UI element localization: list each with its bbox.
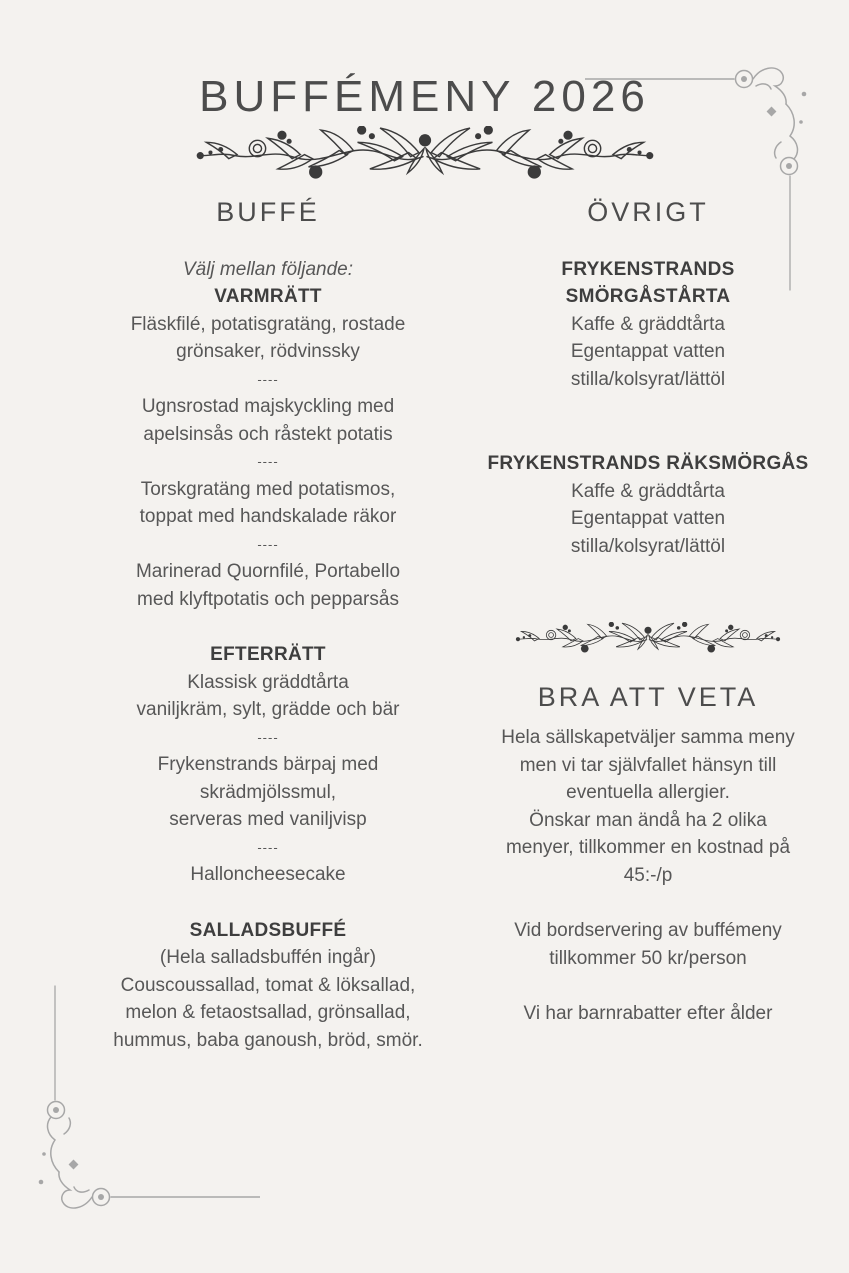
dish-line: (Hela salladsbuffén ingår) [159, 947, 377, 969]
info-line: Hela sällskapetväljer samma meny [501, 727, 795, 749]
menu-line: Egentappat vatten [570, 341, 726, 363]
info-line: tillkommer 50 kr/person [549, 947, 747, 969]
dish-line: Klassisk gräddtårta [187, 671, 349, 693]
dish-line: Fläskfilé, potatisgratäng, rostade [130, 313, 406, 335]
info-line: Önskar man ändå ha 2 olika [529, 809, 767, 831]
info-line: eventuella allergier. [566, 782, 730, 804]
dish-line: Ugnsrostad majskyckling med [141, 396, 395, 418]
info-line: menyer, tillkommer en kostnad på [505, 837, 791, 859]
ovrigt-column [460, 199, 836, 1054]
section-title-raksmorgas: FRYKENSTRANDS RÄKSMÖRGÅS [487, 453, 809, 475]
buffet-column [82, 199, 454, 1054]
dish-separator: ---- [257, 536, 279, 552]
dish-line: apelsinsås och råstekt potatis [143, 423, 393, 445]
info-line: Vi har barnrabatter efter ålder [523, 1003, 773, 1025]
section-title-salladsbuffe: SALLADSBUFFÉ [189, 919, 347, 941]
section-title-smorgastarta: SMÖRGÅSTÅRTA [565, 286, 731, 308]
dish-separator: ---- [257, 839, 279, 855]
dish-line: med klyftpotatis och pepparsås [137, 588, 399, 610]
dish-line: Frykenstrands bärpaj med [157, 754, 379, 776]
page-title: BUFFÉMENY 2026 [199, 72, 650, 121]
dish-line: serveras med vaniljvisp [169, 809, 367, 831]
info-line: 45:-/p [623, 864, 673, 886]
section-title-varmratt: VARMRÄTT [214, 286, 322, 308]
dish-line: melon & fetaostsallad, grönsallad, [125, 1002, 411, 1024]
info-paragraph [460, 724, 836, 889]
menu-columns [0, 199, 849, 1054]
dish-separator: ---- [257, 371, 279, 387]
menu-line: stilla/kolsyrat/lättöl [570, 368, 726, 390]
dish-separator: ---- [257, 729, 279, 745]
dish-line: toppat med handskalade räkor [139, 506, 397, 528]
intro-line: Välj mellan följande: [182, 258, 354, 280]
dish-line: hummus, baba ganoush, bröd, smör. [113, 1029, 423, 1051]
menu-line: stilla/kolsyrat/lättöl [570, 535, 726, 557]
info-paragraph [460, 1000, 836, 1028]
dish-separator: ---- [257, 454, 279, 470]
menu-line: Kaffe & gräddtårta [571, 480, 725, 502]
menu-line: Egentappat vatten [570, 508, 726, 530]
dish-line: grönsaker, rödvinssky [176, 341, 360, 363]
dish-line: Halloncheesecake [190, 864, 346, 886]
dish-line: skrädmjölssmul, [199, 781, 337, 803]
info-paragraph [460, 917, 836, 972]
dish-line: Couscoussallad, tomat & löksallad, [120, 974, 416, 996]
menu-line: Kaffe & gräddtårta [571, 313, 725, 335]
dish-line: Marinerad Quornfilé, Portabello [135, 561, 401, 583]
info-heading: BRA ATT VETA [537, 681, 759, 712]
floral-divider-icon [512, 622, 784, 656]
column-heading-ovrigt: ÖVRIGT [587, 197, 709, 228]
corner-flourish-icon [585, 58, 815, 292]
section-title-smorgastarta: FRYKENSTRANDS [561, 258, 735, 280]
info-line: Vid bordservering av buffémeny [514, 920, 782, 942]
column-heading-buffe: BUFFÉ [216, 197, 320, 228]
corner-flourish-icon [30, 984, 260, 1218]
dish-line: Torskgratäng med potatismos, [140, 478, 396, 500]
section-title-efterratt: EFTERRÄTT [210, 644, 326, 666]
info-line: men vi tar självfallet hänsyn till [519, 754, 777, 776]
dish-line: vaniljkräm, sylt, grädde och bär [136, 699, 400, 721]
